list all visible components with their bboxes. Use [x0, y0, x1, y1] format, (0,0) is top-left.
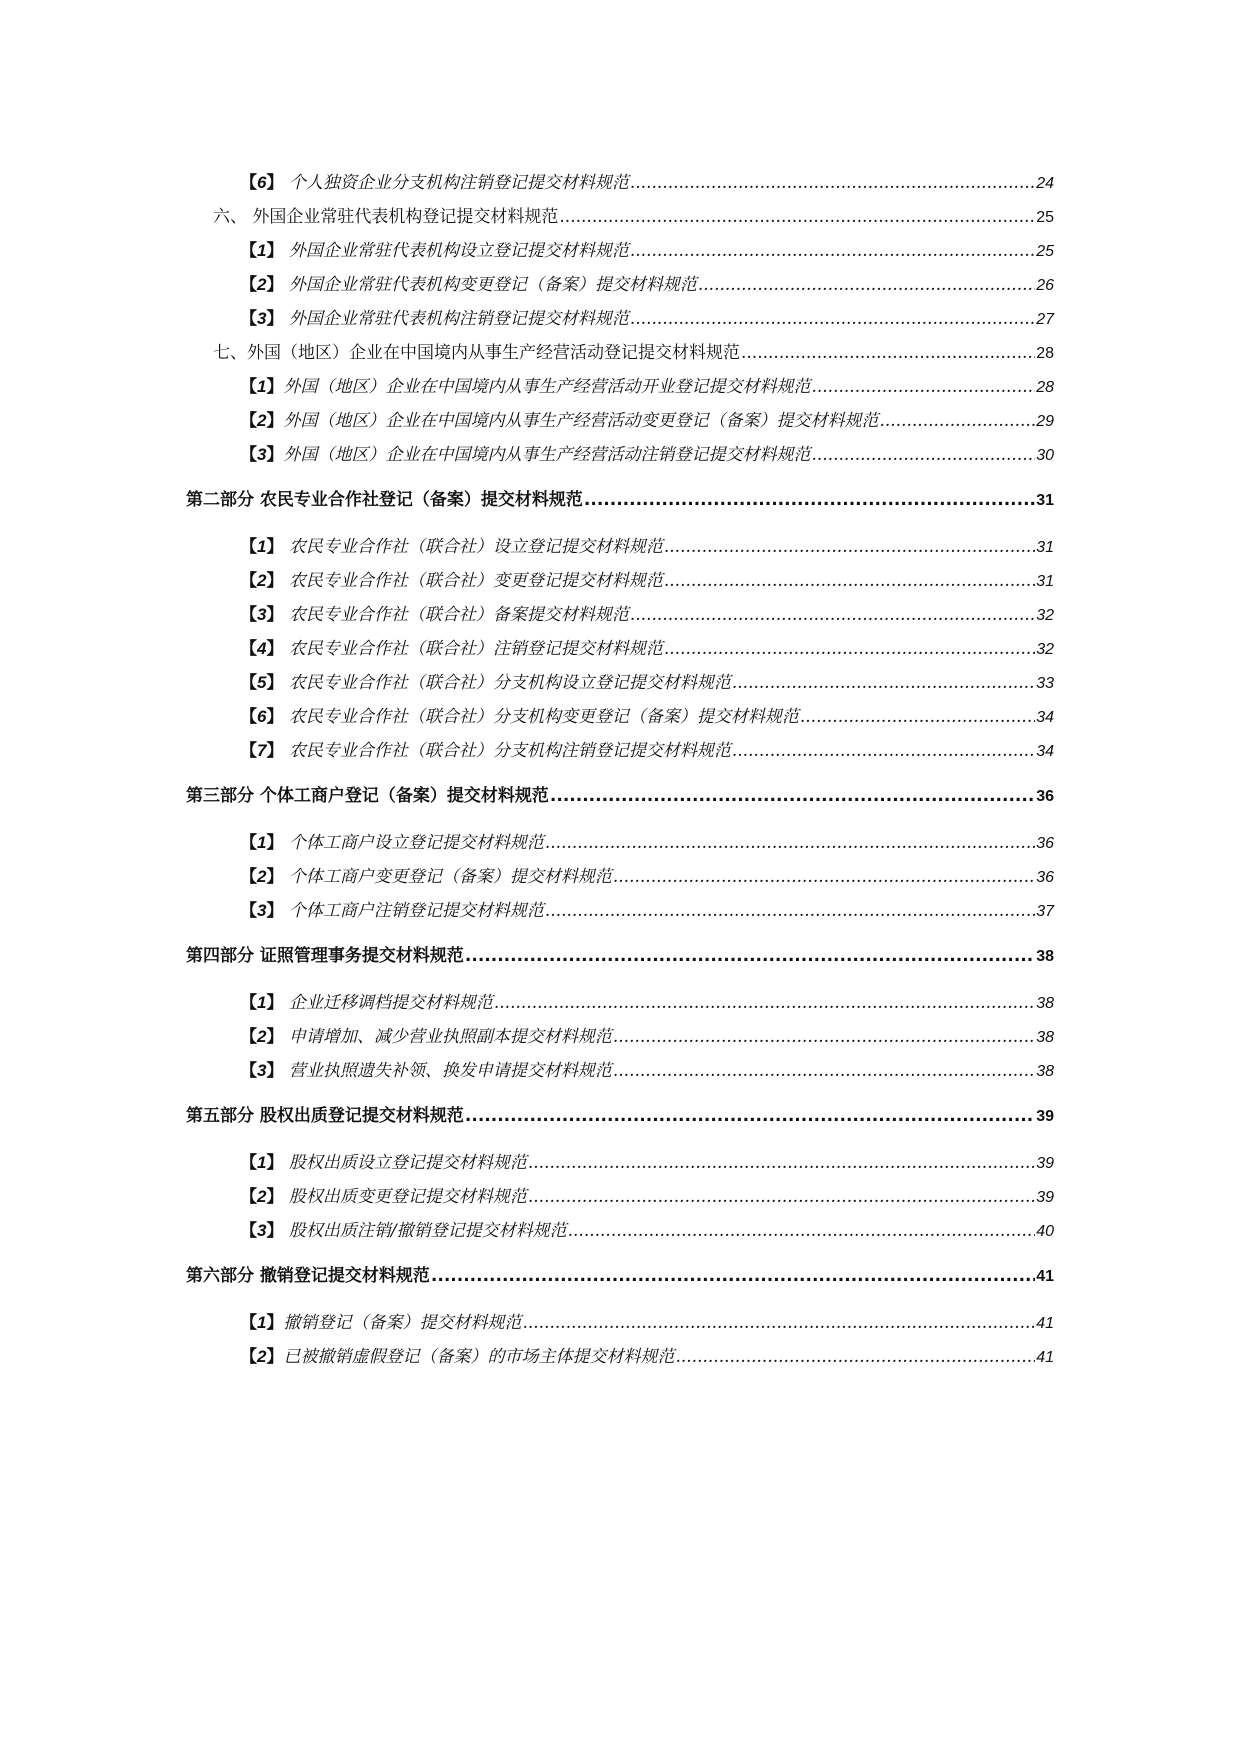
- toc-page-number: 36: [1036, 788, 1054, 805]
- toc-entry[interactable]: [240, 1148, 1054, 1178]
- toc-page-number: 40: [1036, 1223, 1054, 1240]
- toc-entry-title: 【1】撤销登记（备案）提交材料规范: [240, 1313, 522, 1333]
- toc-page-number: 41: [1036, 1268, 1054, 1285]
- toc-page-number: 32: [1036, 607, 1054, 624]
- toc-page-number: 38: [1036, 1029, 1054, 1046]
- toc-page-number: 38: [1036, 1063, 1054, 1080]
- toc-page-number: 31: [1036, 492, 1054, 509]
- toc-entry-title: 七、外国（地区）企业在中国境内从事生产经营活动登记提交材料规范: [213, 343, 740, 363]
- toc-part-heading[interactable]: [186, 1101, 1054, 1131]
- toc-page-number: 31: [1036, 573, 1054, 590]
- toc-leader-dots: [528, 1182, 1035, 1212]
- toc-leader-dots: [431, 1261, 1035, 1291]
- toc-entry-title: 【3】 营业执照遗失补领、换发申请提交材料规范: [240, 1061, 612, 1081]
- toc-entry[interactable]: [240, 634, 1054, 664]
- toc-leader-dots: [630, 304, 1035, 334]
- toc-entry[interactable]: [240, 1342, 1054, 1372]
- toc-page-number: 31: [1036, 539, 1054, 556]
- toc-entry-title: 六、 外国企业常驻代表机构登记提交材料规范: [213, 207, 559, 227]
- toc-entry-title: 【5】 农民专业合作社（联合社）分支机构设立登记提交材料规范: [240, 673, 731, 693]
- toc-page-number: 39: [1036, 1155, 1054, 1172]
- toc-entry-title: 【1】外国（地区）企业在中国境内从事生产经营活动开业登记提交材料规范: [240, 377, 811, 397]
- toc-entry-title: 【2】 申请增加、减少营业执照副本提交材料规范: [240, 1027, 612, 1047]
- toc-entry-title: 【2】 股权出质变更登记提交材料规范: [240, 1187, 527, 1207]
- toc-entry[interactable]: [240, 236, 1054, 266]
- toc-leader-dots: [613, 1022, 1035, 1052]
- toc-leader-dots: [800, 702, 1035, 732]
- toc-leader-dots: [584, 485, 1035, 515]
- toc-part-heading[interactable]: [186, 1261, 1054, 1291]
- toc-entry[interactable]: [240, 566, 1054, 596]
- toc-page-number: 24: [1036, 175, 1054, 192]
- toc-entry-title: 【6】 农民专业合作社（联合社）分支机构变更登记（备案）提交材料规范: [240, 707, 799, 727]
- toc-entry[interactable]: [240, 1216, 1054, 1246]
- toc-leader-dots: [664, 532, 1035, 562]
- toc-leader-dots: [465, 941, 1035, 971]
- toc-entry[interactable]: [240, 168, 1054, 198]
- toc-leader-dots: [732, 736, 1035, 766]
- toc-leader-dots: [664, 566, 1035, 596]
- toc-entry-title: 【4】 农民专业合作社（联合社）注销登记提交材料规范: [240, 639, 663, 659]
- toc-entry-title: 【2】外国（地区）企业在中国境内从事生产经营活动变更登记（备案）提交材料规范: [240, 411, 879, 431]
- toc-entry-title: 【6】 个人独资企业分支机构注销登记提交材料规范: [240, 173, 629, 193]
- toc-page-number: 36: [1036, 869, 1054, 886]
- toc-entry[interactable]: [240, 532, 1054, 562]
- toc-leader-dots: [741, 338, 1035, 368]
- toc-entry-title: 【1】 农民专业合作社（联合社）设立登记提交材料规范: [240, 537, 663, 557]
- toc-leader-dots: [568, 1216, 1036, 1246]
- toc-page-number: 36: [1036, 835, 1054, 852]
- toc-leader-dots: [465, 1101, 1035, 1131]
- toc-entry-title: 【2】 农民专业合作社（联合社）变更登记提交材料规范: [240, 571, 663, 591]
- toc-leader-dots: [494, 988, 1035, 1018]
- toc-entry-title: 【3】 个体工商户注销登记提交材料规范: [240, 901, 544, 921]
- toc-entry[interactable]: [240, 896, 1054, 926]
- toc-leader-dots: [613, 862, 1035, 892]
- toc-entry[interactable]: [240, 988, 1054, 1018]
- toc-entry-title: 第四部分 证照管理事务提交材料规范: [186, 946, 464, 966]
- toc-leader-dots: [698, 270, 1035, 300]
- toc-entry[interactable]: [240, 668, 1054, 698]
- toc-leader-dots: [522, 1308, 1035, 1338]
- toc-page-number: 25: [1036, 243, 1054, 260]
- toc-entry[interactable]: [240, 736, 1054, 766]
- toc-page-number: 25: [1036, 209, 1054, 226]
- toc-entry[interactable]: [213, 338, 1054, 368]
- toc-entry-title: 【3】 农民专业合作社（联合社）备案提交材料规范: [240, 605, 629, 625]
- toc-page-number: 38: [1036, 995, 1054, 1012]
- toc-page-number: 39: [1036, 1189, 1054, 1206]
- toc-entry[interactable]: [240, 600, 1054, 630]
- toc-entry-title: 【7】 农民专业合作社（联合社）分支机构注销登记提交材料规范: [240, 741, 731, 761]
- toc-leader-dots: [630, 168, 1035, 198]
- toc-entry-title: 【3】 外国企业常驻代表机构注销登记提交材料规范: [240, 309, 629, 329]
- toc-leader-dots: [550, 781, 1035, 811]
- toc-entry[interactable]: [240, 270, 1054, 300]
- toc-entry-title: 【1】 个体工商户设立登记提交材料规范: [240, 833, 544, 853]
- toc-page-number: 37: [1036, 903, 1054, 920]
- toc-entry-title: 【3】 股权出质注销/撤销登记提交材料规范: [240, 1221, 567, 1241]
- toc-entry[interactable]: [240, 1182, 1054, 1212]
- toc-part-heading[interactable]: [186, 781, 1054, 811]
- toc-entry[interactable]: [240, 372, 1054, 402]
- toc-leader-dots: [613, 1056, 1035, 1086]
- toc-page-number: 28: [1036, 345, 1054, 362]
- toc-leader-dots: [528, 1148, 1035, 1178]
- toc-part-heading[interactable]: [186, 485, 1054, 515]
- toc-leader-dots: [675, 1342, 1035, 1372]
- toc-entry-title: 第五部分 股权出质登记提交材料规范: [186, 1106, 464, 1126]
- toc-entry-title: 第三部分 个体工商户登记（备案）提交材料规范: [186, 786, 549, 806]
- toc-leader-dots: [545, 828, 1035, 858]
- toc-entry[interactable]: [240, 406, 1054, 436]
- toc-entry-title: 【2】已被撤销虚假登记（备案）的市场主体提交材料规范: [240, 1347, 675, 1367]
- toc-entry-title: 第六部分 撤销登记提交材料规范: [186, 1266, 430, 1286]
- toc-page-number: 41: [1036, 1349, 1054, 1366]
- toc-entry[interactable]: [213, 202, 1054, 232]
- toc-page-number: 26: [1036, 277, 1054, 294]
- toc-entry[interactable]: [240, 702, 1054, 732]
- toc-leader-dots: [630, 236, 1035, 266]
- toc-part-heading[interactable]: [186, 941, 1054, 971]
- toc-entry-title: 第二部分 农民专业合作社登记（备案）提交材料规范: [186, 490, 583, 510]
- toc-page-number: 41: [1036, 1315, 1054, 1332]
- toc-page-number: 27: [1036, 311, 1054, 328]
- toc-entry[interactable]: [240, 304, 1054, 334]
- toc-entry[interactable]: [240, 862, 1054, 892]
- toc-entry-title: 【2】 外国企业常驻代表机构变更登记（备案）提交材料规范: [240, 275, 697, 295]
- toc-entry-title: 【1】 外国企业常驻代表机构设立登记提交材料规范: [240, 241, 629, 261]
- toc-leader-dots: [811, 440, 1035, 470]
- toc-page-number: 38: [1036, 948, 1054, 965]
- toc-page-number: 29: [1036, 413, 1054, 430]
- toc-entry[interactable]: [240, 1308, 1054, 1338]
- toc-leader-dots: [545, 896, 1035, 926]
- toc-entry[interactable]: [240, 1056, 1054, 1086]
- toc-entry[interactable]: [240, 828, 1054, 858]
- toc-leader-dots: [879, 406, 1035, 436]
- toc-leader-dots: [664, 634, 1035, 664]
- toc-page-number: 28: [1036, 379, 1054, 396]
- toc-leader-dots: [732, 668, 1035, 698]
- toc-entry[interactable]: [240, 440, 1054, 470]
- toc-page-number: 32: [1036, 641, 1054, 658]
- toc-entry-title: 【1】 企业迁移调档提交材料规范: [240, 993, 493, 1013]
- toc-leader-dots: [559, 202, 1035, 232]
- toc-leader-dots: [630, 600, 1035, 630]
- toc-entry-title: 【1】 股权出质设立登记提交材料规范: [240, 1153, 527, 1173]
- toc-leader-dots: [811, 372, 1035, 402]
- toc-page-number: 39: [1036, 1108, 1054, 1125]
- toc-page-number: 34: [1036, 709, 1054, 726]
- toc-page-number: 30: [1036, 447, 1054, 464]
- toc-entry[interactable]: [240, 1022, 1054, 1052]
- toc-page-number: 33: [1036, 675, 1054, 692]
- toc-entry-title: 【3】外国（地区）企业在中国境内从事生产经营活动注销登记提交材料规范: [240, 445, 811, 465]
- toc-entry-title: 【2】 个体工商户变更登记（备案）提交材料规范: [240, 867, 612, 887]
- toc-page-number: 34: [1036, 743, 1054, 760]
